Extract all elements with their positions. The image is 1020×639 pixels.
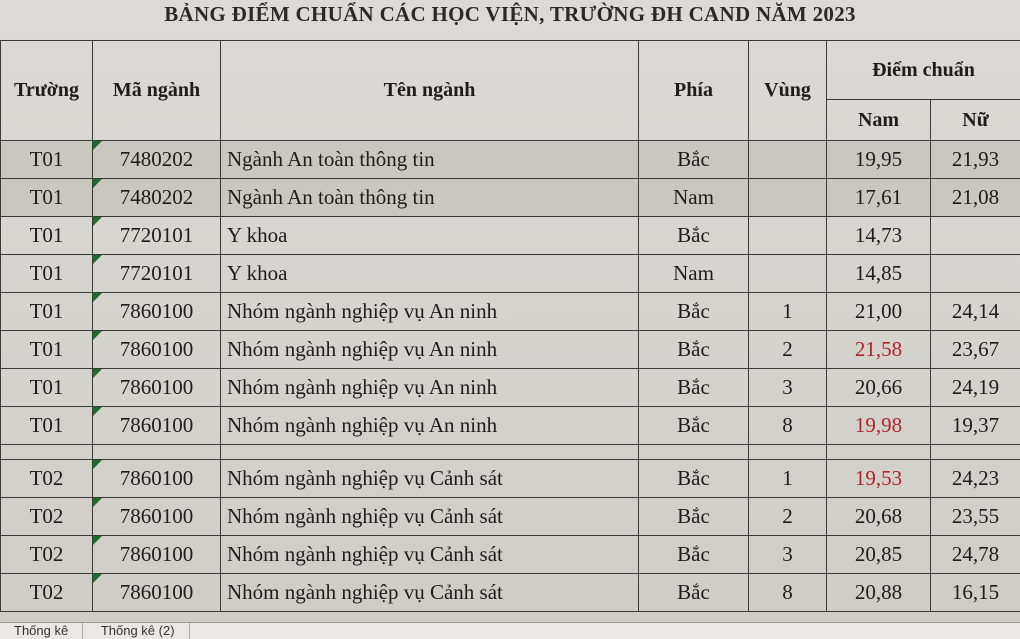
cell-diem-nu[interactable]: 21,08 xyxy=(931,179,1020,217)
cell-diem-nam[interactable]: 19,95 xyxy=(827,141,931,179)
cell-phia[interactable]: Nam xyxy=(639,179,749,217)
cell-truong[interactable]: T02 xyxy=(1,574,93,612)
cell-truong[interactable]: T02 xyxy=(1,536,93,574)
cell-diem-nu[interactable]: 19,37 xyxy=(931,407,1020,445)
cell-vung[interactable] xyxy=(749,179,827,217)
header-nam: Nam xyxy=(827,100,931,141)
cell-diem-nu[interactable]: 24,14 xyxy=(931,293,1020,331)
cell-diem-nam[interactable]: 20,88 xyxy=(827,574,931,612)
cell-diem-nu[interactable]: 24,19 xyxy=(931,369,1020,407)
cell-ten-nganh[interactable]: Nhóm ngành nghiệp vụ An ninh xyxy=(221,293,639,331)
cell-ten-nganh[interactable]: Nhóm ngành nghiệp vụ An ninh xyxy=(221,407,639,445)
cell-truong[interactable]: T01 xyxy=(1,293,93,331)
empty-cell[interactable] xyxy=(639,445,749,460)
empty-cell[interactable] xyxy=(931,445,1020,460)
cell-phia[interactable]: Bắc xyxy=(639,369,749,407)
cell-truong[interactable]: T01 xyxy=(1,179,93,217)
cell-truong[interactable]: T01 xyxy=(1,369,93,407)
table-row xyxy=(1,407,1020,445)
cell-diem-nu[interactable]: 24,23 xyxy=(931,460,1020,498)
cell-vung[interactable]: 8 xyxy=(749,407,827,445)
table-row xyxy=(1,460,1020,498)
sheet-tab-thong-ke-2[interactable]: Thống kê (2) xyxy=(87,623,190,639)
cell-ten-nganh[interactable]: Y khoa xyxy=(221,217,639,255)
cell-vung[interactable] xyxy=(749,217,827,255)
table-row xyxy=(1,217,1020,255)
table-row xyxy=(1,255,1020,293)
cell-phia[interactable]: Bắc xyxy=(639,331,749,369)
empty-cell[interactable] xyxy=(749,445,827,460)
sheet-tab-thong-ke[interactable]: Thống kê xyxy=(0,623,83,639)
cell-ten-nganh[interactable]: Nhóm ngành nghiệp vụ Cảnh sát xyxy=(221,574,639,612)
cell-phia[interactable]: Bắc xyxy=(639,293,749,331)
cell-phia[interactable]: Bắc xyxy=(639,498,749,536)
cell-phia[interactable]: Bắc xyxy=(639,217,749,255)
cell-ten-nganh[interactable]: Nhóm ngành nghiệp vụ Cảnh sát xyxy=(221,498,639,536)
cell-phia[interactable]: Nam xyxy=(639,255,749,293)
cell-diem-nam[interactable]: 19,53 xyxy=(827,460,931,498)
page-title: BẢNG ĐIỂM CHUẨN CÁC HỌC VIỆN, TRƯỜNG ĐH CAND NĂM 2023 xyxy=(0,0,1020,36)
cell-truong[interactable]: T02 xyxy=(1,498,93,536)
cell-truong[interactable]: T01 xyxy=(1,331,93,369)
table-row xyxy=(1,536,1020,574)
cell-truong[interactable]: T01 xyxy=(1,141,93,179)
cell-diem-nu[interactable]: 21,93 xyxy=(931,141,1020,179)
cell-diem-nam[interactable]: 14,85 xyxy=(827,255,931,293)
cell-ma-nganh[interactable]: 7860100 xyxy=(93,407,221,445)
sheet-tab-bar xyxy=(0,622,1020,639)
table-body xyxy=(1,141,1020,612)
cell-ma-nganh[interactable]: 7860100 xyxy=(93,293,221,331)
cell-ma-nganh[interactable]: 7720101 xyxy=(93,255,221,293)
header-vung: Vùng xyxy=(749,41,827,141)
header-diem-chuan: Điểm chuẩn xyxy=(827,41,1020,100)
cell-diem-nu[interactable]: 24,78 xyxy=(931,536,1020,574)
cell-vung[interactable] xyxy=(749,141,827,179)
empty-cell[interactable] xyxy=(221,445,639,460)
cell-vung[interactable]: 2 xyxy=(749,331,827,369)
cell-ma-nganh[interactable]: 7480202 xyxy=(93,141,221,179)
cell-diem-nam[interactable]: 20,85 xyxy=(827,536,931,574)
header-truong: Trường xyxy=(1,41,93,141)
empty-cell[interactable] xyxy=(93,445,221,460)
cell-diem-nam[interactable]: 20,68 xyxy=(827,498,931,536)
cell-ma-nganh[interactable]: 7480202 xyxy=(93,179,221,217)
header-phia: Phía xyxy=(639,41,749,141)
score-table xyxy=(0,40,1020,612)
cell-diem-nu[interactable]: 23,67 xyxy=(931,331,1020,369)
cell-ten-nganh[interactable]: Nhóm ngành nghiệp vụ An ninh xyxy=(221,331,639,369)
cell-ma-nganh[interactable]: 7860100 xyxy=(93,460,221,498)
cell-diem-nam[interactable]: 21,58 xyxy=(827,331,931,369)
cell-ma-nganh[interactable]: 7860100 xyxy=(93,331,221,369)
cell-truong[interactable]: T02 xyxy=(1,460,93,498)
cell-diem-nu[interactable]: 23,55 xyxy=(931,498,1020,536)
table-row xyxy=(1,369,1020,407)
cell-ten-nganh[interactable]: Nhóm ngành nghiệp vụ Cảnh sát xyxy=(221,536,639,574)
cell-truong[interactable]: T01 xyxy=(1,217,93,255)
empty-cell[interactable] xyxy=(827,445,931,460)
cell-ten-nganh[interactable]: Ngành An toàn thông tin xyxy=(221,141,639,179)
cell-diem-nam[interactable]: 17,61 xyxy=(827,179,931,217)
cell-ten-nganh[interactable]: Ngành An toàn thông tin xyxy=(221,179,639,217)
cell-vung[interactable] xyxy=(749,255,827,293)
table-row xyxy=(1,179,1020,217)
cell-phia[interactable]: Bắc xyxy=(639,141,749,179)
cell-diem-nam[interactable]: 21,00 xyxy=(827,293,931,331)
cell-ten-nganh[interactable]: Y khoa xyxy=(221,255,639,293)
cell-phia[interactable]: Bắc xyxy=(639,536,749,574)
table-row xyxy=(1,574,1020,612)
cell-vung[interactable]: 2 xyxy=(749,498,827,536)
cell-diem-nu[interactable]: 16,15 xyxy=(931,574,1020,612)
cell-diem-nam[interactable]: 19,98 xyxy=(827,407,931,445)
table-row xyxy=(1,141,1020,179)
cell-vung[interactable]: 1 xyxy=(749,460,827,498)
table-row xyxy=(1,498,1020,536)
cell-diem-nam[interactable]: 20,66 xyxy=(827,369,931,407)
cell-truong[interactable]: T01 xyxy=(1,255,93,293)
cell-diem-nu[interactable] xyxy=(931,255,1020,293)
cell-truong[interactable]: T01 xyxy=(1,407,93,445)
cell-ten-nganh[interactable]: Nhóm ngành nghiệp vụ Cảnh sát xyxy=(221,460,639,498)
cell-vung[interactable]: 8 xyxy=(749,574,827,612)
cell-phia[interactable]: Bắc xyxy=(639,407,749,445)
cell-diem-nu[interactable] xyxy=(931,217,1020,255)
table-row xyxy=(1,331,1020,369)
cell-vung[interactable]: 3 xyxy=(749,536,827,574)
cell-ten-nganh[interactable]: Nhóm ngành nghiệp vụ An ninh xyxy=(221,369,639,407)
cell-ma-nganh[interactable]: 7860100 xyxy=(93,536,221,574)
cell-ma-nganh[interactable]: 7860100 xyxy=(93,369,221,407)
header-ten-nganh: Tên ngành xyxy=(221,41,639,141)
table-row xyxy=(1,293,1020,331)
empty-cell[interactable] xyxy=(1,445,93,460)
cell-ma-nganh[interactable]: 7720101 xyxy=(93,217,221,255)
header-ma-nganh: Mã ngành xyxy=(93,41,221,141)
cell-ma-nganh[interactable]: 7860100 xyxy=(93,574,221,612)
header-nu: Nữ xyxy=(931,100,1020,141)
cell-vung[interactable]: 1 xyxy=(749,293,827,331)
cell-ma-nganh[interactable]: 7860100 xyxy=(93,498,221,536)
spacer-row xyxy=(1,445,1020,460)
cell-phia[interactable]: Bắc xyxy=(639,460,749,498)
cell-phia[interactable]: Bắc xyxy=(639,574,749,612)
cell-vung[interactable]: 3 xyxy=(749,369,827,407)
cell-diem-nam[interactable]: 14,73 xyxy=(827,217,931,255)
